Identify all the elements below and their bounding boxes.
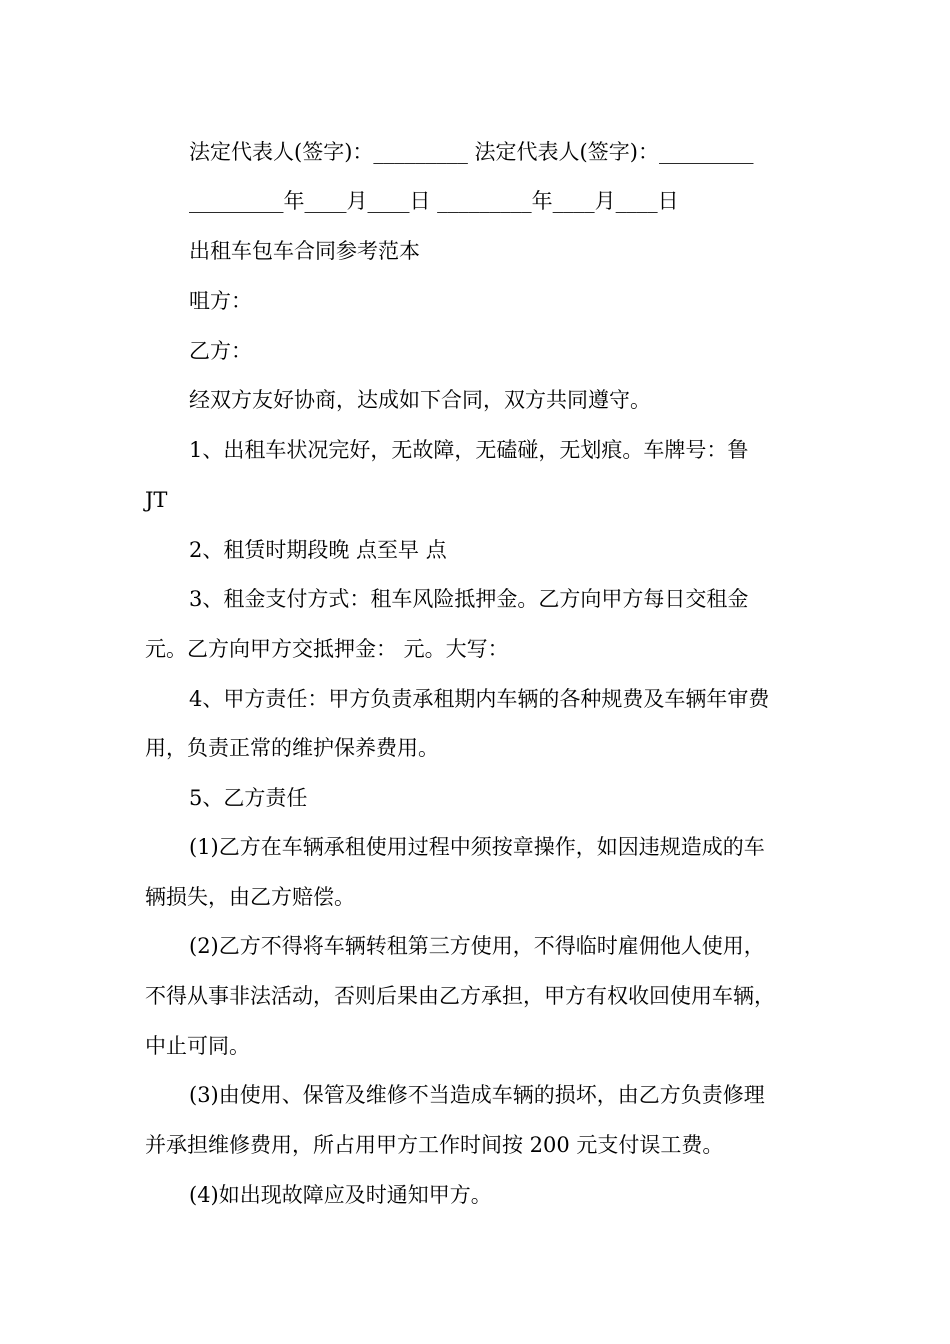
item-1-line-1: (1)乙方在车辆承租使用过程中须按章操作，如因违规造成的车 <box>189 835 765 859</box>
intro-paragraph: 经双方友好协商，达成如下合同，双方共同遵守。 <box>189 388 651 412</box>
clause-5-heading: 5、乙方责任 <box>189 786 308 810</box>
signature-line: 法定代表人(签字)：_________ 法定代表人(签字)：_________ <box>189 140 754 164</box>
clause-3-line-2: 元。乙方向甲方交抵押金： 元。大写： <box>145 637 509 661</box>
item-3-line-2: 并承担维修费用，所占用甲方工作时间按 200 元支付误工费。 <box>145 1133 724 1157</box>
item-2-line-3: 中止可同。 <box>145 1034 250 1058</box>
item-1-line-2: 辆损失，由乙方赔偿。 <box>145 885 355 909</box>
item-4: (4)如出现故障应及时通知甲方。 <box>189 1183 492 1207</box>
date-line: _________年____月____日 _________年____月____日 <box>189 189 679 213</box>
item-2-line-2: 不得从事非法活动，否则后果由乙方承担，甲方有权收回使用车辆， <box>145 984 775 1008</box>
document-title: 出租车包车合同参考范本 <box>189 239 420 263</box>
clause-1-line-1: 1、出租车状况完好，无故障，无磕碰，无划痕。车牌号：鲁 <box>189 438 749 462</box>
item-2-line-1: (2)乙方不得将车辆转租第三方使用，不得临时雇佣他人使用， <box>189 934 765 958</box>
clause-2: 2、租赁时期段晚 点至早 点 <box>189 538 447 562</box>
clause-3-line-1: 3、租金支付方式：租车风险抵押金。乙方向甲方每日交租金 <box>189 587 749 611</box>
clause-1-line-2: JT <box>145 488 168 512</box>
party-b-label: 乙方： <box>189 339 252 363</box>
party-a-label: 咀方： <box>189 289 252 313</box>
clause-4-line-1: 4、甲方责任：甲方负责承租期内车辆的各种规费及车辆年审费 <box>189 687 770 711</box>
clause-4-line-2: 用，负责正常的维护保养费用。 <box>145 736 439 760</box>
item-3-line-1: (3)由使用、保管及维修不当造成车辆的损坏，由乙方负责修理 <box>189 1083 765 1107</box>
